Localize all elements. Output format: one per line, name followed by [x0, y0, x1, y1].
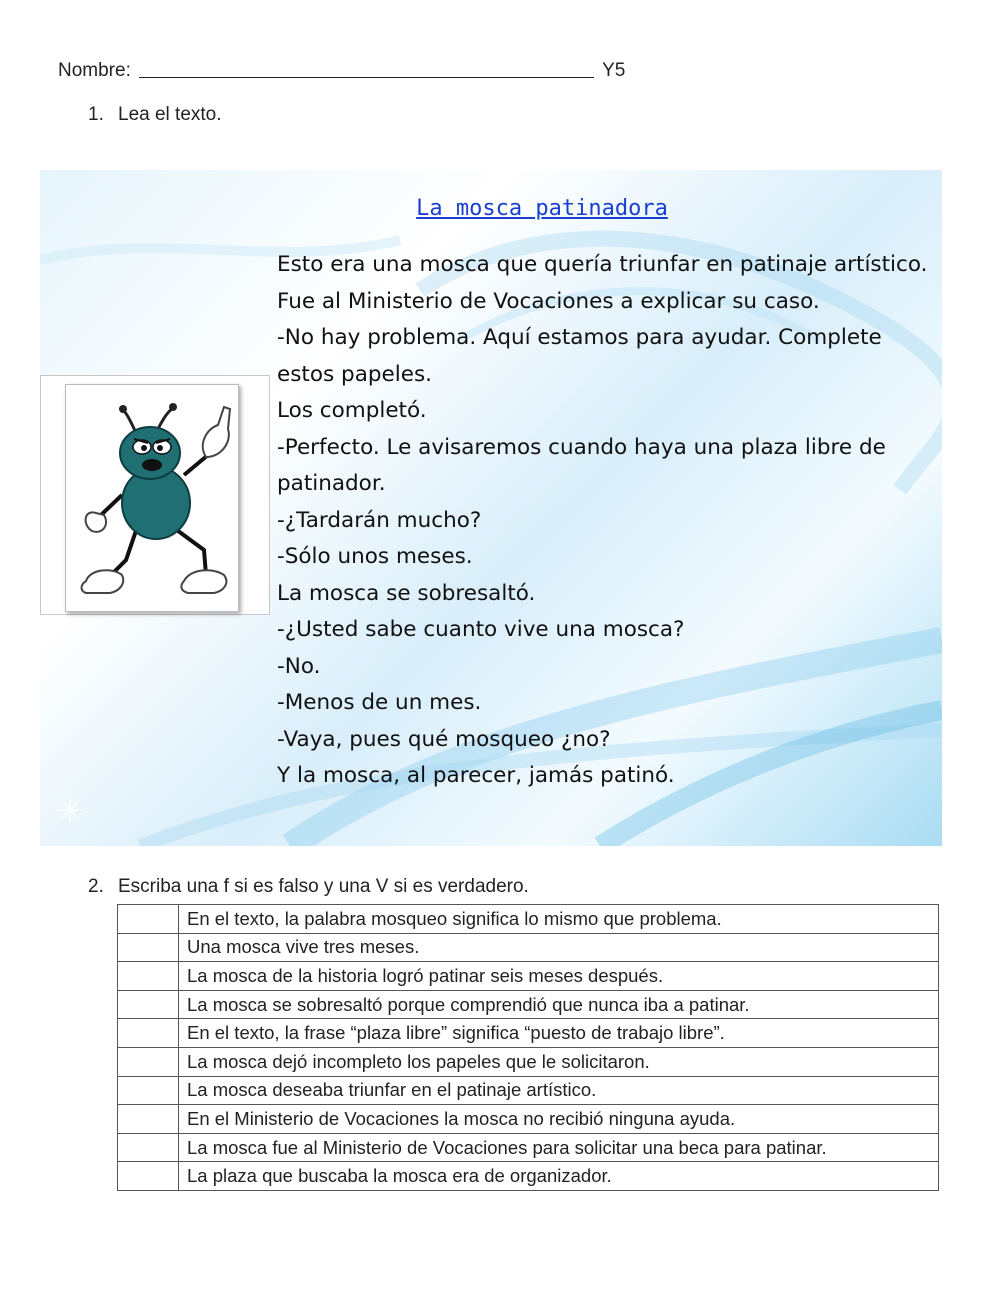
story-text [277, 247, 937, 795]
table-row [118, 933, 939, 962]
question-1-text: Lea el texto. [118, 104, 222, 125]
statement-cell: La mosca se sobresaltó porque comprendió que nunca iba a patinar. [179, 990, 939, 1019]
story-line: -Vaya, pues qué mosqueo ¿no? [277, 726, 611, 752]
name-field[interactable] [139, 77, 594, 78]
question-1 [88, 104, 222, 126]
story-line: -No hay problema. Aquí estamos para ayudar. Complete estos papeles. [277, 325, 882, 387]
story-line: Esto era una mosca que quería triunfar en patinaje artístico. Fue al Ministerio de Vocaciones a explicar su caso. [277, 252, 928, 314]
question-2 [88, 876, 529, 898]
statement-cell: La plaza que buscaba la mosca era de organizador. [179, 1162, 939, 1191]
table-row [118, 1105, 939, 1134]
question-1-number: 1. [88, 104, 104, 125]
question-2-number: 2. [88, 876, 104, 897]
table-row [118, 1076, 939, 1105]
table-row [118, 905, 939, 934]
statement-cell: La mosca de la historia logró patinar seis meses después. [179, 962, 939, 991]
statement-cell: En el texto, la frase “plaza libre” significa “puesto de trabajo libre”. [179, 1019, 939, 1048]
answer-cell[interactable] [118, 905, 179, 934]
answer-cell[interactable] [118, 962, 179, 991]
table-row [118, 1019, 939, 1048]
fly-picture-frame [40, 375, 270, 615]
statement-cell: En el Ministerio de Vocaciones la mosca no recibió ninguna ayuda. [179, 1105, 939, 1134]
story-panel [40, 170, 942, 846]
answer-cell[interactable] [118, 933, 179, 962]
answer-cell[interactable] [118, 1105, 179, 1134]
story-line: Los completó. [277, 398, 427, 423]
sparkle-icon [58, 798, 82, 822]
answer-cell[interactable] [118, 1019, 179, 1048]
table-row [118, 962, 939, 991]
answer-cell[interactable] [118, 1162, 179, 1191]
story-line: -Perfecto. Le avisaremos cuando haya una plaza libre de patinador. [277, 434, 886, 496]
table-row [118, 1133, 939, 1162]
statement-cell: La mosca fue al Ministerio de Vocaciones para solicitar una beca para patinar. [179, 1133, 939, 1162]
table-row [118, 1162, 939, 1191]
level-label: Y5 [602, 60, 626, 81]
answer-cell[interactable] [118, 990, 179, 1019]
story-line: Y la mosca, al parecer, jamás patinó. [277, 763, 675, 788]
table-row [118, 990, 939, 1019]
statement-cell: La mosca deseaba triunfar en el patinaje artístico. [179, 1076, 939, 1105]
story-line: La mosca se sobresaltó. [277, 580, 536, 606]
table-row [118, 1047, 939, 1076]
statement-cell: Una mosca vive tres meses. [179, 933, 939, 962]
answer-cell[interactable] [118, 1133, 179, 1162]
fly-icon [66, 385, 238, 611]
statement-cell: En el texto, la palabra mosqueo significa lo mismo que problema. [179, 905, 939, 934]
story-line: -Menos de un mes. [277, 690, 482, 715]
story-line: -¿Usted sabe cuanto vive una mosca? [277, 617, 685, 642]
story-title: La mosca patinadora [416, 196, 668, 221]
true-false-table [117, 904, 939, 1191]
answer-cell[interactable] [118, 1076, 179, 1105]
story-line: -¿Tardarán mucho? [277, 507, 482, 533]
fly-picture [65, 384, 239, 612]
answer-cell[interactable] [118, 1047, 179, 1076]
question-2-text: Escriba una f si es falso y una V si es verdadero. [118, 876, 529, 897]
name-label: Nombre: [58, 60, 131, 81]
story-line: -No. [277, 653, 321, 679]
statement-cell: La mosca dejó incompleto los papeles que le solicitaron. [179, 1047, 939, 1076]
name-line [58, 60, 625, 82]
story-line: -Sólo unos meses. [277, 544, 473, 569]
